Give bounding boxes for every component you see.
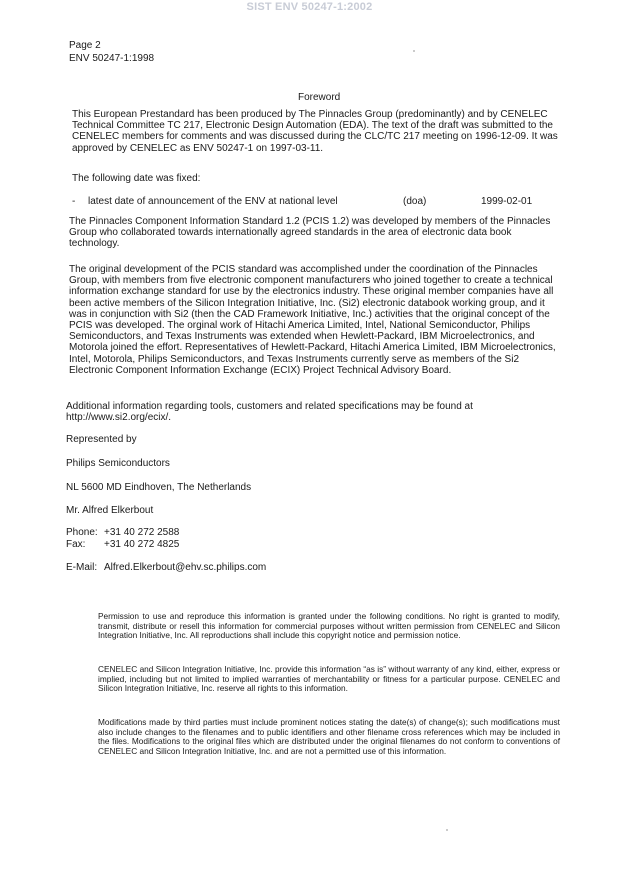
date-bullet: - <box>72 196 76 207</box>
development-paragraph: The original development of the PCIS standard was accomplished under the coordination of the Pinnacles Group, with members from five electronic component manufacturers who joined together to create a technical information exchange standard for use by the electronics industry. These original member companies have all been active members of the Silicon Integration Initiative, Inc. (Si2) electronic databook working group, and it was in conjunction with Si2 (then the CAD Framework Initiative, Inc.) activities that the original concept of the PCIS was developed. The orginal work of Hitachi America Limited, Intel, National Semiconductor, Philips Semiconductors, and Texas Instruments was extended when Hewlett-Packard, IBM Microelectronics, and Motorola joined the effort. Representatives of Hewlett-Packard, Hitachi America Limited, IBM Microelectronics, Intel, Motorola, Philips Semiconductors, and Texas Instruments currently serve as members of the Si2 Electronic Component Information Exchange (ECIX) Project Technical Advisory Board. <box>69 264 556 376</box>
foreword-intro: This European Prestandard has been produced by The Pinnacles Group (predominantly) and by CENELEC Technical Committee TC 217, Electronic Design Automation (EDA). The text of the draft was submitted to the CENELEC members for comments and was discussed during the CLC/TC 217 meeting on 1996-12-09. It was approved by CENELEC as ENV 50247-1 on 1997-03-11. <box>72 109 558 154</box>
email-value: Alfred.Elkerbout@ehv.sc.philips.com <box>104 562 267 573</box>
date-code: (doa) <box>403 196 427 207</box>
date-description: latest date of announcement of the ENV at national level <box>88 196 338 207</box>
additional-info: Additional information regarding tools, customers and related specifications may be found at http://www.si2.org/ecix/. <box>66 401 473 424</box>
date-value: 1999-02-01 <box>481 196 533 207</box>
watermark: SIST ENV 50247-1:2002 <box>246 1 373 13</box>
fixed-date-intro: The following date was fixed: <box>72 173 201 184</box>
page-number: Page 2 <box>69 40 101 51</box>
company-address: NL 5600 MD Eindhoven, The Netherlands <box>66 482 252 493</box>
scan-speck <box>446 829 448 831</box>
fax-label: Fax: <box>66 539 86 550</box>
phone-label: Phone: <box>66 527 98 538</box>
scan-speck <box>413 50 415 52</box>
fax-value: +31 40 272 4825 <box>104 539 180 550</box>
foreword-title: Foreword <box>298 92 341 103</box>
contact-person: Mr. Alfred Elkerbout <box>66 505 154 516</box>
represented-by: Represented by <box>66 434 137 445</box>
phone-value: +31 40 272 2588 <box>104 527 180 538</box>
standard-number: ENV 50247-1:1998 <box>69 53 155 64</box>
permission-notice: Permission to use and reproduce this information is granted under the following conditions. No right is granted to modify, transmit, distribute or resell this information for commercial purposes without written permission from CENELEC and Silicon Integration Initiative, Inc. All reproductions shall include this copyright notice and permission notice. <box>98 611 560 641</box>
company-name: Philips Semiconductors <box>66 458 170 469</box>
warranty-notice: CENELEC and Silicon Integration Initiative, Inc. provide this information “as is” without warranty of any kind, either, express or implied, including but not limited to implied warranties of merchantability or fitness for a particular purpose. CENELEC and Silicon Integration Initiative, Inc. reserve all rights to this information. <box>98 664 560 694</box>
modifications-notice: Modifications made by third parties must include prominent notices stating the date(s) of change(s); such modifications must also include changes to the filenames and to public identifiers and other filename cross references which may be included in the files. Modifications to the original files which are distributed under the original filenames do not conform to conventions of CENELEC and Silicon Integration Initiative, Inc. and are not a permitted use of this information. <box>98 717 560 756</box>
email-label: E-Mail: <box>66 562 98 573</box>
pcis-paragraph: The Pinnacles Component Information Standard 1.2 (PCIS 1.2) was developed by members of the Pinnacles Group who collaborated towards internationally agreed standards in the area of electronic data book technology. <box>69 216 551 250</box>
